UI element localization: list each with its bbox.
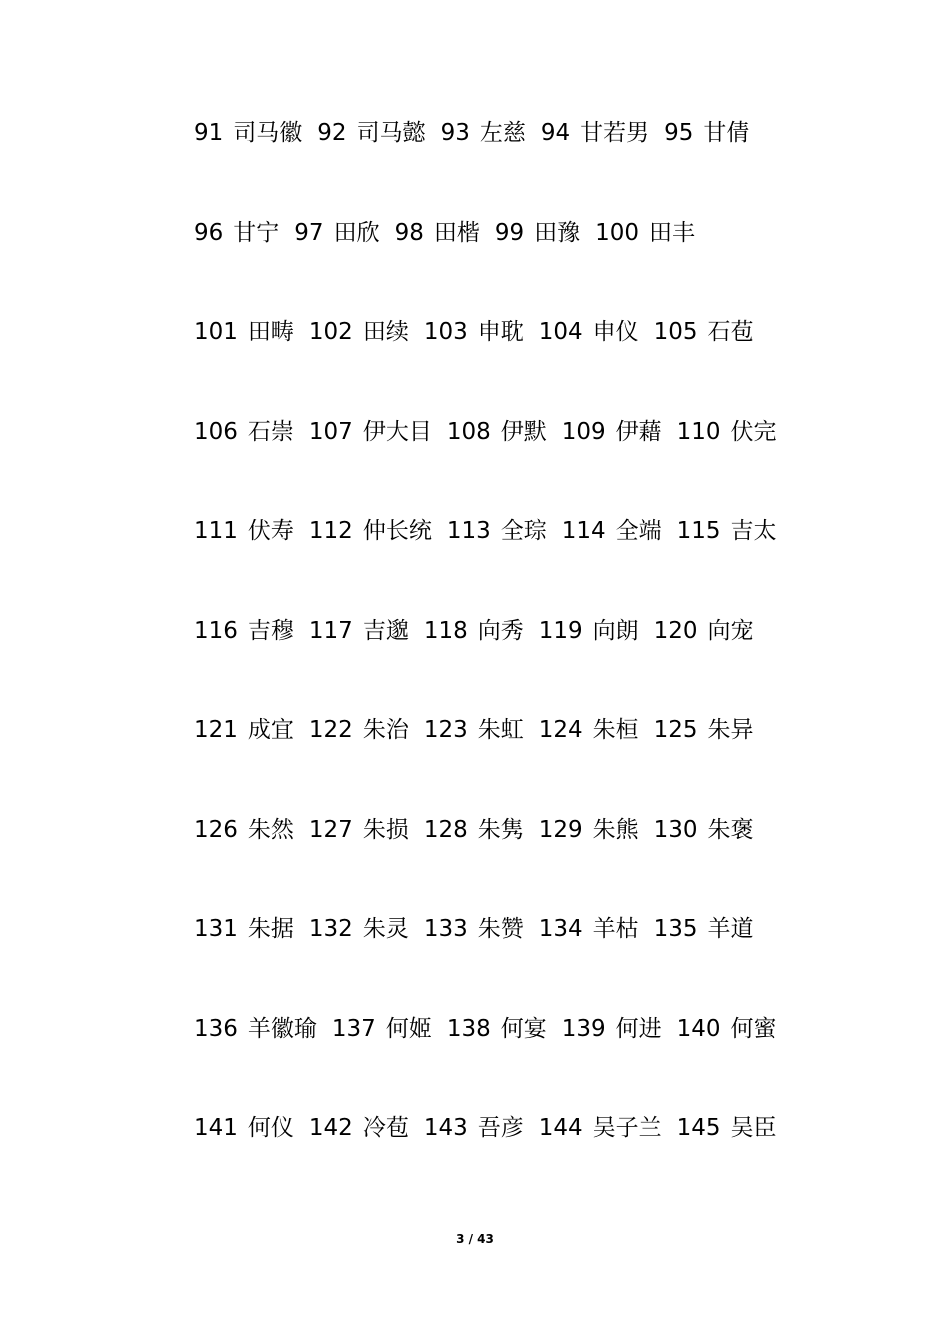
entry-number: 93	[440, 120, 470, 146]
entry-name: 申耽	[477, 319, 524, 345]
entry-name: 朱赞	[477, 916, 524, 942]
list-entry	[677, 1113, 777, 1143]
entry-name: 何进	[615, 1015, 662, 1042]
entry-number: 112	[308, 518, 353, 544]
entry-name: 朱桓	[592, 717, 639, 743]
list-entry	[194, 1014, 317, 1044]
entry-number: 96	[194, 219, 224, 246]
list-entry	[664, 118, 749, 148]
entry-name: 冷苞	[362, 1115, 409, 1141]
entry-number: 111	[194, 518, 238, 544]
entry-number: 103	[423, 319, 468, 345]
page-number: 3 / 43	[456, 1232, 494, 1246]
entry-number: 124	[538, 717, 583, 743]
list-entry	[539, 1113, 662, 1143]
entry-number: 121	[194, 717, 238, 743]
list-entry	[194, 118, 302, 148]
entry-number: 97	[294, 219, 324, 246]
list-line	[194, 118, 894, 218]
list-entry	[395, 218, 480, 248]
entry-number: 104	[538, 319, 583, 345]
list-entry	[541, 118, 649, 148]
entry-number: 115	[676, 518, 721, 544]
list-entry	[309, 815, 409, 845]
list-entry	[309, 616, 409, 646]
entry-number: 117	[308, 617, 353, 644]
entry-number: 105	[653, 319, 698, 345]
list-line	[194, 1113, 894, 1213]
list-entry	[447, 1014, 547, 1044]
entry-name: 朱据	[247, 916, 294, 942]
list-line	[194, 1014, 894, 1114]
entry-name: 仲长统	[362, 518, 432, 544]
entry-name: 司马懿	[356, 120, 426, 146]
list-entry	[294, 218, 379, 248]
entry-number: 122	[308, 717, 353, 743]
entry-name: 朱异	[707, 717, 754, 743]
list-entry	[309, 317, 409, 347]
entry-number: 107	[308, 418, 353, 445]
list-entry	[654, 815, 754, 845]
entry-name: 甘若男	[580, 120, 650, 146]
entry-name: 向宠	[707, 617, 754, 644]
entry-name: 田楷	[433, 219, 480, 246]
list-entry	[654, 715, 754, 745]
entry-number: 135	[653, 916, 698, 942]
entry-number: 141	[194, 1115, 238, 1141]
entry-name: 甘宁	[233, 219, 280, 246]
entry-name: 朱熊	[592, 816, 639, 843]
entry-name: 甘倩	[703, 120, 750, 146]
list-entry	[332, 1014, 432, 1044]
entry-name: 申仪	[592, 319, 639, 345]
list-entry	[424, 1113, 524, 1143]
entry-name: 左慈	[479, 120, 526, 146]
list-line	[194, 914, 894, 1014]
list-entry	[309, 914, 409, 944]
entry-name: 石崇	[247, 418, 294, 445]
list-entry	[539, 815, 639, 845]
entry-name: 吴子兰	[592, 1115, 662, 1141]
list-line	[194, 317, 894, 417]
entry-name: 伏完	[730, 418, 777, 445]
list-entry	[194, 218, 279, 248]
entry-name: 田续	[362, 319, 409, 345]
entry-number: 120	[653, 617, 698, 644]
entry-name: 朱虹	[477, 717, 524, 743]
list-entry	[539, 317, 639, 347]
list-line	[194, 815, 894, 915]
list-entry	[424, 715, 524, 745]
entry-name: 何宴	[500, 1015, 547, 1042]
entry-number: 116	[194, 617, 238, 644]
entry-number: 106	[194, 418, 238, 445]
entry-number: 143	[423, 1115, 468, 1141]
list-entry	[194, 317, 294, 347]
entry-name: 田丰	[649, 219, 696, 246]
entry-name: 司马徽	[233, 120, 303, 146]
list-line	[194, 218, 894, 318]
entry-name: 伏寿	[247, 518, 294, 544]
list-entry	[309, 715, 409, 745]
list-entry	[309, 516, 432, 546]
entry-number: 132	[308, 916, 353, 942]
entry-number: 144	[538, 1115, 583, 1141]
list-entry	[677, 516, 777, 546]
entry-number: 99	[494, 219, 525, 246]
list-entry	[654, 914, 754, 944]
entry-number: 98	[394, 219, 424, 246]
entry-number: 91	[194, 120, 224, 146]
entry-name: 成宜	[247, 717, 294, 743]
list-entry	[194, 616, 294, 646]
list-entry	[194, 815, 294, 845]
entry-name: 伊大目	[362, 418, 432, 445]
entry-number: 123	[423, 717, 468, 743]
entry-number: 137	[331, 1015, 376, 1042]
entry-number: 136	[194, 1015, 238, 1042]
entry-number: 133	[423, 916, 468, 942]
list-line	[194, 417, 894, 517]
entry-name: 何蜜	[730, 1015, 777, 1042]
list-entry	[194, 914, 294, 944]
list-entry	[447, 417, 547, 447]
entry-number: 102	[308, 319, 353, 345]
list-entry	[677, 417, 777, 447]
entry-name: 朱隽	[477, 816, 524, 843]
entry-number: 142	[308, 1115, 353, 1141]
entry-number: 108	[446, 418, 491, 445]
entry-number: 145	[676, 1115, 721, 1141]
list-entry	[654, 616, 754, 646]
entry-name: 吾彦	[477, 1115, 524, 1141]
entry-name: 石苞	[707, 319, 754, 345]
entry-number: 114	[561, 518, 606, 544]
list-entry	[447, 516, 547, 546]
entry-name: 吉邈	[362, 617, 409, 644]
entry-number: 125	[653, 717, 698, 743]
entry-name: 田欣	[333, 219, 380, 246]
list-line	[194, 516, 894, 616]
entry-number: 95	[664, 120, 694, 146]
entry-name: 伊藉	[615, 418, 662, 445]
entry-number: 119	[538, 617, 583, 644]
entry-name: 向秀	[477, 617, 524, 644]
list-entry	[562, 1014, 662, 1044]
entry-number: 110	[676, 418, 721, 445]
list-entry	[654, 317, 754, 347]
entry-name: 朱灵	[362, 916, 409, 942]
entry-number: 101	[194, 319, 238, 345]
list-entry	[309, 417, 432, 447]
list-entry	[539, 715, 639, 745]
list-entry	[677, 1014, 777, 1044]
entry-name: 伊默	[500, 418, 547, 445]
list-entry	[194, 1113, 294, 1143]
list-entry	[562, 417, 662, 447]
entry-name: 全琮	[500, 518, 547, 544]
entry-number: 127	[308, 816, 353, 843]
list-entry	[424, 616, 524, 646]
list-entry	[441, 118, 526, 148]
list-line	[194, 715, 894, 815]
entry-name: 羊枯	[592, 916, 639, 942]
entry-number: 139	[561, 1015, 606, 1042]
entry-number: 130	[653, 816, 698, 843]
entry-number: 94	[540, 120, 571, 146]
list-line	[194, 616, 894, 716]
list-entry	[539, 914, 639, 944]
entry-name: 朱褒	[707, 816, 754, 843]
list-entry	[194, 715, 294, 745]
entry-name: 羊道	[707, 916, 754, 942]
entry-name: 朱治	[362, 717, 409, 743]
entry-number: 100	[595, 219, 640, 246]
entry-name: 田畴	[247, 319, 294, 345]
entry-number: 129	[538, 816, 583, 843]
list-entry	[317, 118, 425, 148]
entry-name: 何仪	[247, 1115, 294, 1141]
entry-name: 何姬	[385, 1015, 432, 1042]
entry-name: 吉穆	[247, 617, 294, 644]
entry-name: 吴臣	[730, 1115, 777, 1141]
entry-name: 朱然	[247, 816, 294, 843]
list-entry	[424, 914, 524, 944]
entry-name: 羊徽瑜	[247, 1015, 317, 1042]
entry-number: 138	[446, 1015, 491, 1042]
entry-number: 92	[317, 120, 347, 146]
list-entry	[309, 1113, 409, 1143]
name-list	[194, 118, 894, 1213]
entry-number: 118	[423, 617, 468, 644]
list-entry	[595, 218, 695, 248]
entry-number: 131	[194, 916, 238, 942]
entry-name: 全端	[615, 518, 662, 544]
entry-number: 113	[446, 518, 491, 544]
entry-name: 向朗	[592, 617, 639, 644]
list-entry	[424, 815, 524, 845]
entry-number: 128	[423, 816, 468, 843]
entry-number: 134	[538, 916, 583, 942]
list-entry	[194, 417, 294, 447]
entry-number: 126	[194, 816, 238, 843]
entry-name: 朱损	[362, 816, 409, 843]
entry-name: 田豫	[534, 219, 581, 246]
entry-name: 吉太	[730, 518, 777, 544]
list-entry	[194, 516, 294, 546]
list-entry	[424, 317, 524, 347]
entry-number: 140	[676, 1015, 721, 1042]
entry-number: 109	[561, 418, 606, 445]
list-entry	[495, 218, 580, 248]
list-entry	[562, 516, 662, 546]
list-entry	[539, 616, 639, 646]
